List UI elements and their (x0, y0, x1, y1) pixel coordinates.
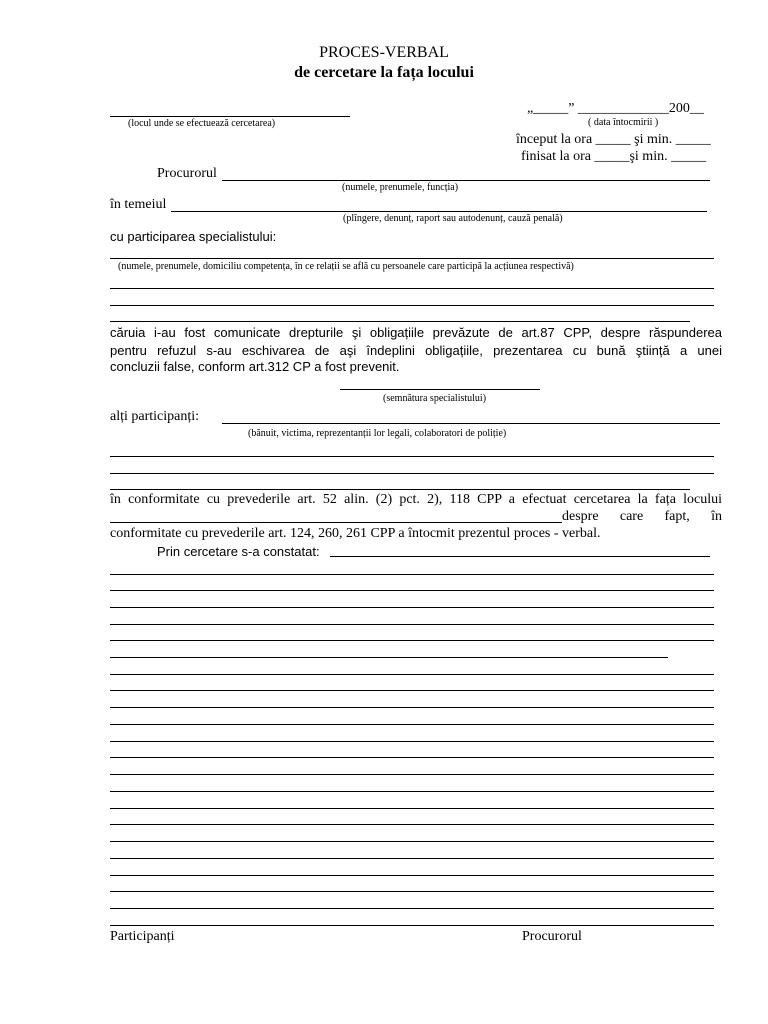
rights-text-line-1: căruia i-au fost comunicate drepturile şi obligațiile prevăzute de art.87 CPP, despre răspunderea (110, 325, 722, 340)
participants-line-4[interactable] (110, 489, 690, 490)
end-time-line[interactable]: finisat la ora _____şi min. _____ (521, 149, 707, 164)
participants-line-2[interactable] (110, 456, 714, 457)
conformity-line-3: conformitate cu prevederile art. 124, 260, 261 CPP a întocmit prezentul proces - verbal. (110, 526, 601, 541)
conformity-line-2-tail: despre care fapt, în (562, 509, 722, 524)
conformity-blank-line[interactable] (110, 522, 562, 523)
findings-line[interactable] (110, 841, 714, 842)
findings-line[interactable] (110, 757, 714, 758)
basis-label: în temeiul (110, 197, 167, 212)
prosecutor-hint: (numele, prenumele, funcția) (342, 182, 459, 193)
rights-text-line-2: pentru refuzul s-au eschivarea de aşi îndeplini obligațiile, prezentarea cu bună ştiință a unei (110, 343, 722, 358)
findings-line-first[interactable] (330, 556, 710, 557)
findings-line[interactable] (110, 574, 714, 575)
start-time-line[interactable]: început la ora _____ şi min. _____ (516, 132, 711, 147)
findings-line[interactable] (110, 724, 714, 725)
basis-hint: (plîngere, denunț, raport sau autodenunț, cauză penală) (343, 213, 563, 224)
specialist-hint: (numele, prenumele, domiciliu competența, în ce relații se află cu persoanele care participă la acțiunea respectivă) (118, 261, 574, 272)
place-hint: (locul unde se efectuează cercetarea) (128, 118, 276, 129)
footer-prosecutor: Procurorul (522, 929, 582, 944)
findings-line[interactable] (110, 824, 714, 825)
date-hint: ( data întocmirii ) (588, 117, 659, 128)
specialist-signature-line[interactable] (340, 389, 540, 390)
prosecutor-line[interactable] (222, 180, 710, 181)
place-line[interactable] (110, 116, 350, 117)
specialist-line-3[interactable] (110, 305, 714, 306)
findings-line[interactable] (110, 774, 714, 775)
findings-line[interactable] (110, 657, 668, 658)
specialist-label: cu participarea specialistului: (110, 229, 277, 244)
specialist-line-1[interactable] (110, 258, 714, 259)
signature-hint: (semnătura specialistului) (383, 393, 487, 404)
findings-line[interactable] (110, 891, 714, 892)
findings-line[interactable] (110, 791, 714, 792)
rights-text-line-3: concluzii false, conform art.312 CP a fost prevenit. (110, 359, 400, 374)
findings-line[interactable] (110, 858, 714, 859)
conformity-line-1: în conformitate cu prevederile art. 52 alin. (2) pct. 2), 118 CPP a efectuat cercetarea la fața locului (110, 492, 722, 507)
participants-line-3[interactable] (110, 473, 714, 474)
findings-line[interactable] (110, 674, 714, 675)
findings-line[interactable] (110, 707, 714, 708)
footer-participants: Participanți (110, 929, 175, 944)
basis-line[interactable] (171, 211, 707, 212)
specialist-line-2[interactable] (110, 288, 714, 289)
findings-line[interactable] (110, 690, 714, 691)
prosecutor-label: Procurorul (157, 166, 217, 181)
findings-line[interactable] (110, 590, 714, 591)
participants-line-1[interactable] (222, 423, 720, 424)
participants-hint: (bănuit, victima, reprezentanții lor legali, colaboratori de poliție) (248, 428, 507, 439)
findings-line[interactable] (110, 875, 714, 876)
findings-line[interactable] (110, 640, 714, 641)
findings-line[interactable] (110, 908, 714, 909)
document-subtitle: de cercetare la fața locului (294, 64, 474, 81)
findings-line[interactable] (110, 925, 714, 926)
findings-line[interactable] (110, 741, 714, 742)
specialist-line-4[interactable] (110, 321, 690, 322)
document-title: PROCES-VERBAL (319, 44, 449, 61)
findings-label: Prin cercetare s-a constatat: (157, 544, 320, 559)
participants-label: alți participanți: (110, 409, 200, 424)
findings-line[interactable] (110, 808, 714, 809)
date-line[interactable]: „_____” _____________200__ (527, 101, 704, 116)
findings-line[interactable] (110, 607, 714, 608)
findings-line[interactable] (110, 624, 714, 625)
